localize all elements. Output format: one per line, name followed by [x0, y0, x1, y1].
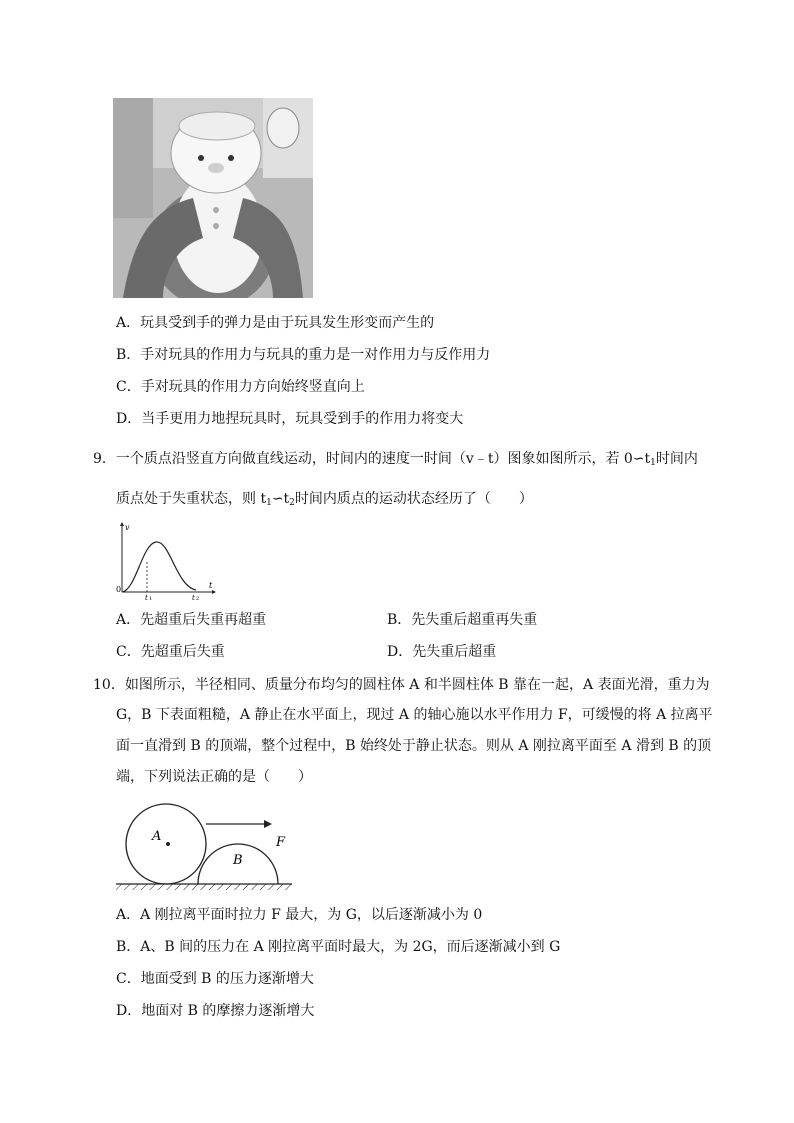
q8-option-d: D．当手更用力地捏玩具时，玩具受到手的作用力将变大	[116, 411, 464, 427]
cylinder-figure	[112, 800, 302, 895]
cylinder-a-axis	[166, 842, 170, 846]
q10-option-b: B．A、B 间的压力在 A 刚拉离平面时最大，为 2G，而后逐渐减小到 G	[116, 939, 561, 955]
q9-stem-text: 质点处于失重状态，则 t	[116, 491, 267, 507]
label-a: A	[152, 829, 162, 844]
vt-graph	[116, 520, 216, 600]
q8-option-c: C．手对玩具的作用力方向始终竖直向上	[116, 379, 365, 395]
q8-option-b: B．手对玩具的作用力与玩具的重力是一对作用力与反作用力	[116, 347, 491, 363]
label-b: B	[233, 853, 243, 868]
q9-stem-text: 9．一个质点沿竖直方向做直线运动，时间内的速度一时间（v﹣t）图象如图所示，若 0∽t	[93, 451, 651, 467]
q9-stem-text: ∽t	[271, 491, 290, 507]
q10-option-a: A．A 刚拉离平面时拉力 F 最大，为 G，以后逐渐减小为 0	[116, 907, 483, 923]
q9-option-a: A．先超重后失重再超重	[116, 612, 267, 628]
force-arrowhead	[264, 820, 272, 828]
q9-option-c: C．先超重后失重	[116, 644, 225, 660]
t-axis-label: t	[209, 581, 213, 590]
q9-stem-sub: 2	[289, 498, 295, 508]
v-axis-label: v	[125, 523, 130, 532]
q10-stem-line1: 10．如图所示，半径相同、质量分布均匀的圆柱体 A 和半圆柱体 B 靠在一起，A 表面光滑，重力为	[93, 677, 710, 693]
origin-label: 0	[116, 585, 122, 594]
q9-stem-text: 时间内质点的运动状态经历了（ ）	[294, 491, 533, 507]
t1-sub-label: 1	[149, 596, 153, 600]
q9-stem-text: 时间内	[655, 451, 698, 467]
label-f: F	[276, 835, 286, 850]
q9-stem-sub: 1	[650, 458, 656, 468]
velocity-curve	[122, 542, 196, 592]
q10-option-c: C．地面受到 B 的压力逐渐增大	[116, 971, 314, 987]
q9-option-d: D．先失重后超重	[387, 644, 497, 660]
q9-stem-line1	[93, 450, 698, 472]
t2-label: t	[192, 594, 195, 600]
t2-sub-label: 2	[196, 596, 200, 600]
q9-stem-line2	[116, 490, 533, 512]
q10-stem-line4: 端，下列说法正确的是（ ）	[116, 769, 312, 785]
q9-option-b: B．先失重后超重再失重	[387, 612, 538, 628]
toy-photo	[113, 98, 313, 298]
q10-stem-line2: G，B 下表面粗糙，A 静止在水平面上，现过 A 的轴心施以水平作用力 F，可缓慢的将 A 拉离平	[116, 707, 713, 723]
q8-option-a: A．玩具受到手的弹力是由于玩具发生形变而产生的	[116, 315, 435, 331]
ground-hatching	[116, 884, 292, 890]
q10-option-d: D．地面对 B 的摩擦力逐渐增大	[116, 1003, 315, 1019]
q9-stem-sub: 1	[266, 498, 272, 508]
q10-stem-line3: 面一直滑到 B 的顶端，整个过程中，B 始终处于静止状态。则从 A 刚拉离平面至 A 滑到 B 的顶	[116, 738, 712, 754]
t1-label: t	[145, 594, 148, 600]
